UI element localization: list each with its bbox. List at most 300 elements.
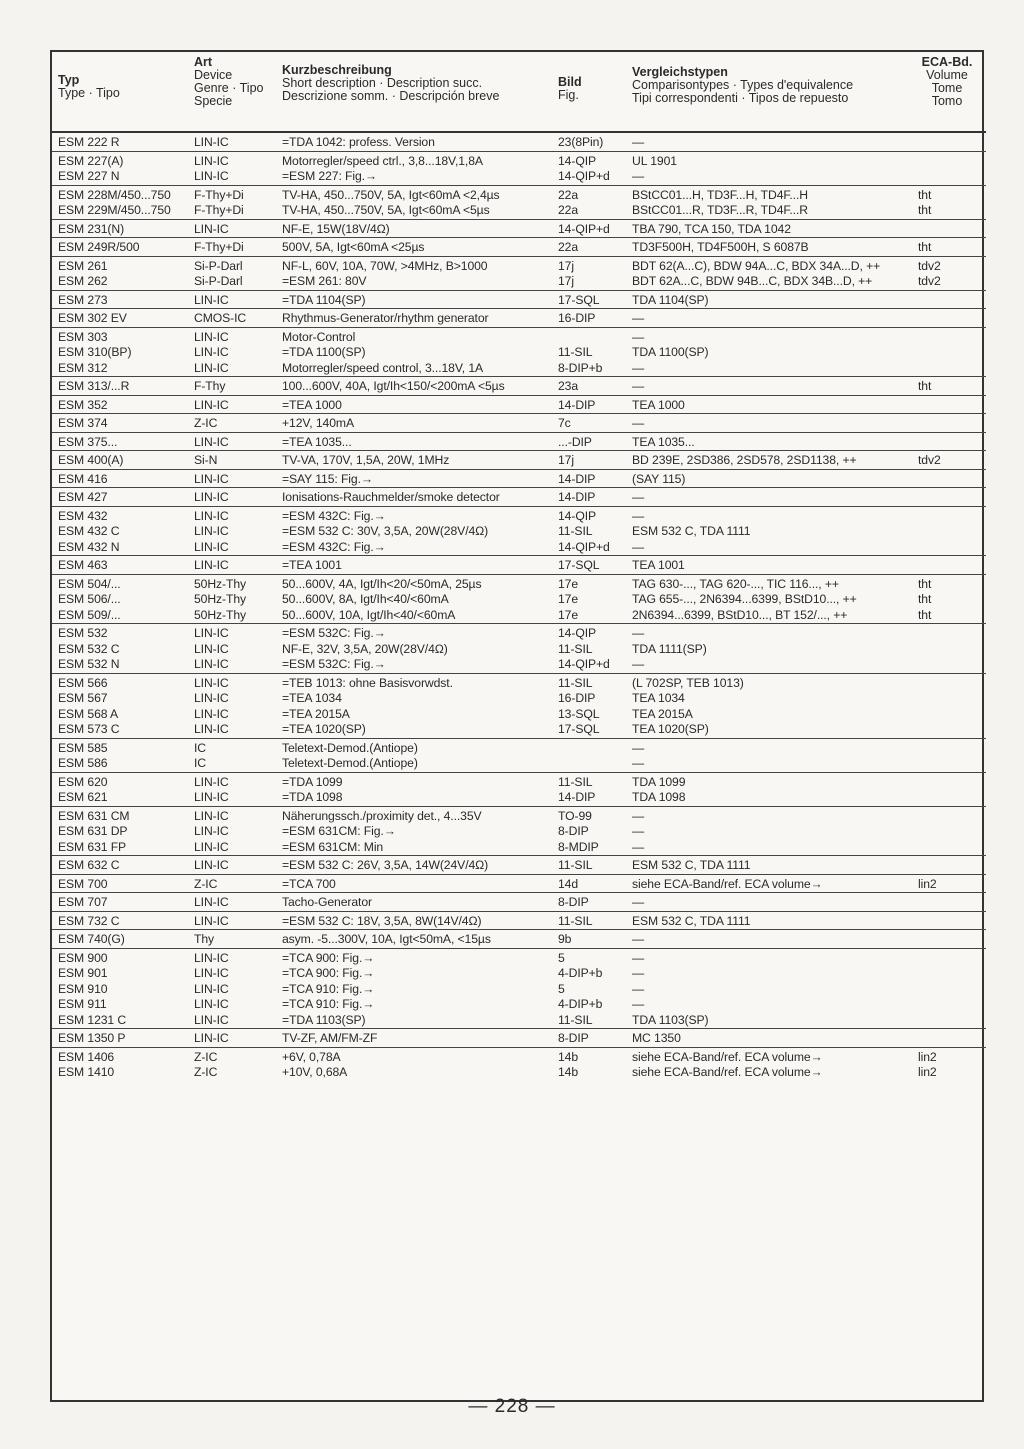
bild-line: 22a <box>558 187 579 202</box>
kurz-line: =ESM 532 C: 30V, 3,5A, 20W(28V/4Ω) <box>282 524 489 538</box>
cell-kurzbeschreibung <box>276 673 552 738</box>
art-line: LIN-IC <box>194 360 229 375</box>
typ-line: ESM 911 <box>58 997 107 1011</box>
cell-art <box>188 185 276 219</box>
eca-line <box>918 966 984 982</box>
table-row <box>52 506 986 556</box>
table-row <box>52 624 986 674</box>
typ-line: ESM 352 <box>58 397 108 412</box>
cell-eca-band <box>910 238 986 257</box>
eca-line <box>918 540 984 556</box>
kurz-line: =TDA 1100(SP) <box>282 345 366 359</box>
art-line: Thy <box>194 932 215 946</box>
cell-art <box>188 556 276 575</box>
verg-line: TEA 1001 <box>632 558 685 572</box>
art-line: LIN-IC <box>194 471 229 486</box>
eca-line <box>918 642 984 658</box>
verg-line: BStCC01...H, TD3F...H, TD4F...H <box>632 187 808 202</box>
cell-art <box>188 327 276 377</box>
cell-kurzbeschreibung <box>276 377 552 396</box>
bild-line: 8-DIP <box>558 895 589 909</box>
typ-line: ESM 740(G) <box>58 932 125 946</box>
cell-eca-band <box>910 874 986 893</box>
cell-art <box>188 132 276 151</box>
verg-line: TEA 2015A <box>632 706 693 721</box>
bild-line: 17e <box>558 576 579 591</box>
art-line: F-Thy+Di <box>194 187 244 202</box>
eca-line <box>918 626 984 642</box>
bild-line: 4-DIP+b <box>558 966 603 980</box>
bild-line: 14-QIP+d <box>558 539 610 554</box>
verg-line: BD 239E, 2SD386, 2SD578, 2SD1138, ++ <box>632 453 857 467</box>
table-row <box>52 327 986 377</box>
header-bild <box>552 52 626 132</box>
eca-line <box>918 809 984 825</box>
cell-vergleichstypen <box>626 488 910 507</box>
kurz-line: =TCA 910: Fig.→ <box>282 997 375 1011</box>
cell-typ <box>52 506 188 556</box>
page-number: — 228 — <box>468 1396 556 1417</box>
bild-line: 11-SIL <box>558 345 593 359</box>
cell-typ <box>52 219 188 238</box>
typ-line: ESM 532 <box>58 626 108 640</box>
cell-typ <box>52 488 188 507</box>
typ-line: ESM 463 <box>58 558 108 572</box>
typ-line: ESM 732 C <box>58 913 120 928</box>
table-row <box>52 132 986 151</box>
table-row <box>52 772 986 806</box>
verg-line: TDA 1103(SP) <box>632 1012 709 1027</box>
kurz-line: =TEA 2015A <box>282 706 350 721</box>
cell-vergleichstypen <box>626 856 910 875</box>
cell-typ <box>52 806 188 856</box>
art-line: LIN-IC <box>194 657 229 671</box>
cell-art <box>188 1029 276 1048</box>
cell-art <box>188 395 276 414</box>
typ-line: ESM 567 <box>58 691 108 705</box>
table-row <box>52 219 986 238</box>
cell-eca-band <box>910 414 986 433</box>
verg-line: — <box>632 966 645 980</box>
cell-typ <box>52 1029 188 1048</box>
bild-line: 5 <box>558 950 565 965</box>
comparison-table <box>52 52 986 1081</box>
kurz-line: +10V, 0,68A <box>282 1065 348 1079</box>
cell-eca-band <box>910 185 986 219</box>
art-line: F-Thy+Di <box>194 240 244 254</box>
art-line: LIN-IC <box>194 539 229 554</box>
verg-line: BDT 62(A...C), BDW 94A...C, BDX 34A...D, ++ <box>632 258 881 273</box>
verg-line: siehe ECA-Band/ref. ECA volume→ <box>632 1049 823 1064</box>
table-row <box>52 574 986 624</box>
kurz-line: =TDA 1099 <box>282 774 343 789</box>
bild-line: ...-DIP <box>558 434 592 449</box>
table-row <box>52 256 986 290</box>
cell-art <box>188 451 276 470</box>
cell-typ <box>52 185 188 219</box>
cell-eca-band <box>910 948 986 1029</box>
kurz-line: =ESM 631CM: Fig.→ <box>282 824 396 838</box>
eca-line <box>918 435 984 451</box>
cell-kurzbeschreibung <box>276 132 552 151</box>
eca-line <box>918 1031 984 1047</box>
bild-line: 17j <box>558 274 574 288</box>
cell-typ <box>52 414 188 433</box>
verg-line: TDA 1104(SP) <box>632 292 709 307</box>
cell-typ <box>52 673 188 738</box>
bild-line: 16-DIP <box>558 691 596 705</box>
table-row <box>52 893 986 912</box>
kurz-line: Teletext-Demod.(Antiope) <box>282 740 418 755</box>
cell-bild <box>552 238 626 257</box>
kurz-line: Ionisations-Rauchmelder/smoke detector <box>282 490 500 504</box>
cell-eca-band <box>910 451 986 470</box>
art-line: IC <box>194 756 206 770</box>
kurz-line: =ESM 532C: Fig.→ <box>282 657 386 671</box>
cell-art <box>188 151 276 185</box>
cell-typ <box>52 948 188 1029</box>
art-line: Z-IC <box>194 1049 218 1064</box>
eca-line <box>918 840 984 856</box>
eca-line <box>918 914 984 930</box>
cell-art <box>188 574 276 624</box>
art-line: 50Hz-Thy <box>194 592 247 606</box>
art-line: LIN-IC <box>194 434 229 449</box>
bild-line: 4-DIP+b <box>558 997 603 1011</box>
table-row <box>52 238 986 257</box>
cell-typ <box>52 238 188 257</box>
cell-art <box>188 673 276 738</box>
typ-line: ESM 228M/450...750 <box>58 187 171 202</box>
typ-line: ESM 532 N <box>58 657 120 671</box>
verg-line: — <box>632 997 645 1011</box>
art-line: 50Hz-Thy <box>194 607 247 622</box>
cell-eca-band <box>910 556 986 575</box>
bild-line: 7c <box>558 416 571 430</box>
cell-bild <box>552 132 626 151</box>
art-line: Z-IC <box>194 1065 218 1079</box>
bild-line: 8-DIP <box>558 1031 589 1045</box>
kurz-line: 50...600V, 8A, Igt/Ih<40/<60mA <box>282 592 449 606</box>
cell-eca-band <box>910 506 986 556</box>
typ-line: ESM 427 <box>58 490 108 504</box>
kurz-line: =ESM 532C: Fig.→ <box>282 626 386 640</box>
cell-vergleichstypen <box>626 673 910 738</box>
table-row <box>52 309 986 328</box>
cell-vergleichstypen <box>626 1029 910 1048</box>
verg-line: — <box>632 824 645 838</box>
kurz-line: TV-HA, 450...750V, 5A, Igt<60mA <2,4µs <box>282 187 500 202</box>
verg-line: — <box>632 539 645 554</box>
art-line: LIN-IC <box>194 997 229 1011</box>
art-line: IC <box>194 740 206 755</box>
verg-line: TDA 1100(SP) <box>632 345 709 359</box>
table-row <box>52 414 986 433</box>
table-row <box>52 673 986 738</box>
typ-line: ESM 1410 <box>58 1065 115 1079</box>
typ-line: ESM 632 C <box>58 858 120 872</box>
cell-vergleichstypen <box>626 930 910 949</box>
art-line: LIN-IC <box>194 1031 229 1045</box>
eca-line <box>918 311 984 327</box>
table-row <box>52 377 986 396</box>
kurz-line: =TEA 1001 <box>282 558 342 572</box>
eca-line: tht <box>918 240 932 254</box>
verg-line: TEA 1034 <box>632 691 685 705</box>
bild-line: 17j <box>558 258 574 273</box>
cell-eca-band <box>910 806 986 856</box>
bild-line: 17e <box>558 592 579 606</box>
typ-line: ESM 700 <box>58 876 108 891</box>
cell-art <box>188 874 276 893</box>
bild-line: 13-SQL <box>558 706 600 721</box>
cell-eca-band <box>910 893 986 912</box>
bild-line: 8-MDIP <box>558 839 599 854</box>
table-row <box>52 806 986 856</box>
kurz-line: +12V, 140mA <box>282 416 354 430</box>
art-line: LIN-IC <box>194 626 229 640</box>
header-eca-title: ECA-Bd. <box>921 55 973 69</box>
header-art-title: Art <box>194 55 213 69</box>
cell-eca-band <box>910 256 986 290</box>
cell-kurzbeschreibung <box>276 488 552 507</box>
kurz-line: =ESM 432C: Fig.→ <box>282 508 386 523</box>
cell-typ <box>52 256 188 290</box>
art-line: Z-IC <box>194 876 218 891</box>
bild-line: 22a <box>558 203 579 217</box>
kurz-line: =TEA 1034 <box>282 691 342 705</box>
table-row <box>52 185 986 219</box>
eca-line <box>918 524 984 540</box>
cell-bild <box>552 574 626 624</box>
cell-art <box>188 377 276 396</box>
cell-kurzbeschreibung <box>276 432 552 451</box>
cell-typ <box>52 893 188 912</box>
cell-kurzbeschreibung <box>276 256 552 290</box>
verg-line: TBA 790, TCA 150, TDA 1042 <box>632 221 791 236</box>
cell-kurzbeschreibung <box>276 327 552 377</box>
typ-line: ESM 416 <box>58 471 108 486</box>
bild-line: 11-SIL <box>558 774 593 789</box>
bild-line: 23a <box>558 379 579 393</box>
typ-line: ESM 261 <box>58 258 108 273</box>
cell-typ <box>52 132 188 151</box>
cell-art <box>188 806 276 856</box>
verg-line: 2N6394...6399, BStD10..., BT 152/..., ++ <box>632 607 848 622</box>
cell-vergleichstypen <box>626 893 910 912</box>
typ-line: ESM 621 <box>58 790 108 804</box>
art-line: Z-IC <box>194 416 218 430</box>
typ-line: ESM 400(A) <box>58 453 124 467</box>
typ-line: ESM 432 C <box>58 524 120 538</box>
art-line: LIN-IC <box>194 824 229 838</box>
verg-line: TDA 1099 <box>632 774 686 789</box>
cell-typ <box>52 290 188 309</box>
bild-line: 14b <box>558 1049 579 1064</box>
verg-line: BDT 62A...C, BDW 94B...C, BDX 34B...D, ++ <box>632 274 873 288</box>
cell-kurzbeschreibung <box>276 574 552 624</box>
cell-typ <box>52 432 188 451</box>
eca-line <box>918 361 984 377</box>
cell-vergleichstypen <box>626 469 910 488</box>
art-line: CMOS-IC <box>194 311 247 325</box>
art-line: LIN-IC <box>194 558 229 572</box>
art-line: LIN-IC <box>194 913 229 928</box>
table-row <box>52 432 986 451</box>
verg-line: — <box>632 756 645 770</box>
cell-eca-band <box>910 132 986 151</box>
cell-vergleichstypen <box>626 874 910 893</box>
typ-line: ESM 631 CM <box>58 808 130 823</box>
header-art-line2: Genre · Tipo <box>194 81 264 95</box>
table-row <box>52 290 986 309</box>
cell-kurzbeschreibung <box>276 856 552 875</box>
bild-line: 14d <box>558 876 579 891</box>
typ-line: ESM 566 <box>58 675 108 690</box>
cell-kurzbeschreibung <box>276 930 552 949</box>
art-line: LIN-IC <box>194 397 229 412</box>
cell-art <box>188 624 276 674</box>
cell-bild <box>552 1029 626 1048</box>
header-eca-band <box>910 52 986 132</box>
eca-line: tht <box>918 379 932 393</box>
table-row <box>52 556 986 575</box>
header-kurz-line1: Short description · Description succ. <box>282 76 483 90</box>
verg-line: — <box>632 311 645 325</box>
bild-line <box>558 756 624 772</box>
art-line: LIN-IC <box>194 292 229 307</box>
cell-art <box>188 469 276 488</box>
art-line: LIN-IC <box>194 508 229 523</box>
eca-line <box>918 824 984 840</box>
cell-typ <box>52 738 188 772</box>
cell-art <box>188 948 276 1029</box>
cell-art <box>188 856 276 875</box>
art-line: 50Hz-Thy <box>194 576 247 591</box>
typ-line: ESM 586 <box>58 756 108 770</box>
eca-line <box>918 490 984 506</box>
cell-bild <box>552 806 626 856</box>
kurz-line: =TDA 1104(SP) <box>282 292 366 307</box>
verg-line: TAG 655-..., 2N6394...6399, BStD10..., ++ <box>632 592 857 606</box>
kurz-line: =ESM 261: 80V <box>282 274 367 288</box>
cell-vergleichstypen <box>626 772 910 806</box>
kurz-line: =ESM 631CM: Min <box>282 839 384 854</box>
eca-line: tdv2 <box>918 453 941 467</box>
eca-line <box>918 982 984 998</box>
cell-vergleichstypen <box>626 414 910 433</box>
typ-line: ESM 227 N <box>58 169 120 183</box>
table-row <box>52 930 986 949</box>
cell-kurzbeschreibung <box>276 772 552 806</box>
verg-line: — <box>632 360 645 375</box>
eca-line: tht <box>918 592 932 606</box>
art-line: LIN-IC <box>194 895 229 909</box>
verg-line: TEA 1020(SP) <box>632 722 709 736</box>
cell-bild <box>552 256 626 290</box>
verg-line: (SAY 115) <box>632 471 686 486</box>
eca-line: tht <box>918 576 932 591</box>
cell-bild <box>552 930 626 949</box>
bild-line: 17-SQL <box>558 722 600 736</box>
kurz-line: NF-L, 60V, 10A, 70W, >4MHz, B>1000 <box>282 258 488 273</box>
eca-line <box>918 775 984 791</box>
art-line: LIN-IC <box>194 774 229 789</box>
kurz-line: =SAY 115: Fig.→ <box>282 471 373 486</box>
art-line: LIN-IC <box>194 490 229 504</box>
verg-line: — <box>632 379 645 393</box>
cell-bild <box>552 395 626 414</box>
cell-kurzbeschreibung <box>276 469 552 488</box>
eca-line: tht <box>918 607 932 622</box>
cell-typ <box>52 1047 188 1081</box>
header-kurz-line2: Descrizione somm. · Descripción breve <box>282 89 500 103</box>
cell-typ <box>52 469 188 488</box>
cell-eca-band <box>910 673 986 738</box>
typ-line: ESM 573 C <box>58 722 120 736</box>
cell-eca-band <box>910 930 986 949</box>
cell-eca-band <box>910 395 986 414</box>
verg-line: — <box>632 169 645 183</box>
bild-line: 11-SIL <box>558 913 593 928</box>
cell-bild <box>552 772 626 806</box>
bild-line: 11-SIL <box>558 675 593 690</box>
art-line: LIN-IC <box>194 691 229 705</box>
verg-line: ESM 532 C, TDA 1111 <box>632 858 751 872</box>
cell-eca-band <box>910 377 986 396</box>
eca-line: tht <box>918 187 932 202</box>
kurz-line: =ESM 227: Fig.→ <box>282 169 378 183</box>
typ-line: ESM 631 FP <box>58 839 127 854</box>
cell-vergleichstypen <box>626 556 910 575</box>
table-row <box>52 738 986 772</box>
cell-art <box>188 432 276 451</box>
cell-eca-band <box>910 469 986 488</box>
art-line: F-Thy <box>194 379 226 393</box>
cell-bild <box>552 673 626 738</box>
header-eca-line1: Volume <box>926 68 968 82</box>
header-kurzbeschreibung <box>276 52 552 132</box>
kurz-line: =TEA 1020(SP) <box>282 722 366 736</box>
eca-line <box>918 169 984 185</box>
verg-line: TEA 1035... <box>632 434 695 449</box>
art-line: LIN-IC <box>194 981 229 996</box>
cell-vergleichstypen <box>626 219 910 238</box>
header-typ <box>52 52 188 132</box>
cell-vergleichstypen <box>626 948 910 1029</box>
kurz-line: TV-ZF, AM/FM-ZF <box>282 1031 378 1045</box>
bild-line: 11-SIL <box>558 858 593 872</box>
cell-art <box>188 414 276 433</box>
cell-kurzbeschreibung <box>276 1029 552 1048</box>
cell-typ <box>52 309 188 328</box>
bild-line: 17-SQL <box>558 558 600 572</box>
cell-bild <box>552 856 626 875</box>
kurz-line: =TCA 900: Fig.→ <box>282 966 375 980</box>
eca-line <box>918 756 984 772</box>
eca-line: tdv2 <box>918 274 941 288</box>
bild-line: 14-QIP+d <box>558 221 610 236</box>
cell-typ <box>52 624 188 674</box>
verg-line: siehe ECA-Band/ref. ECA volume→ <box>632 1065 823 1079</box>
typ-line: ESM 432 <box>58 508 108 523</box>
header-typ-title: Typ <box>58 73 80 87</box>
cell-kurzbeschreibung <box>276 738 552 772</box>
cell-vergleichstypen <box>626 506 910 556</box>
kurz-line: =TDA 1098 <box>282 790 343 804</box>
cell-bild <box>552 911 626 930</box>
cell-vergleichstypen <box>626 574 910 624</box>
